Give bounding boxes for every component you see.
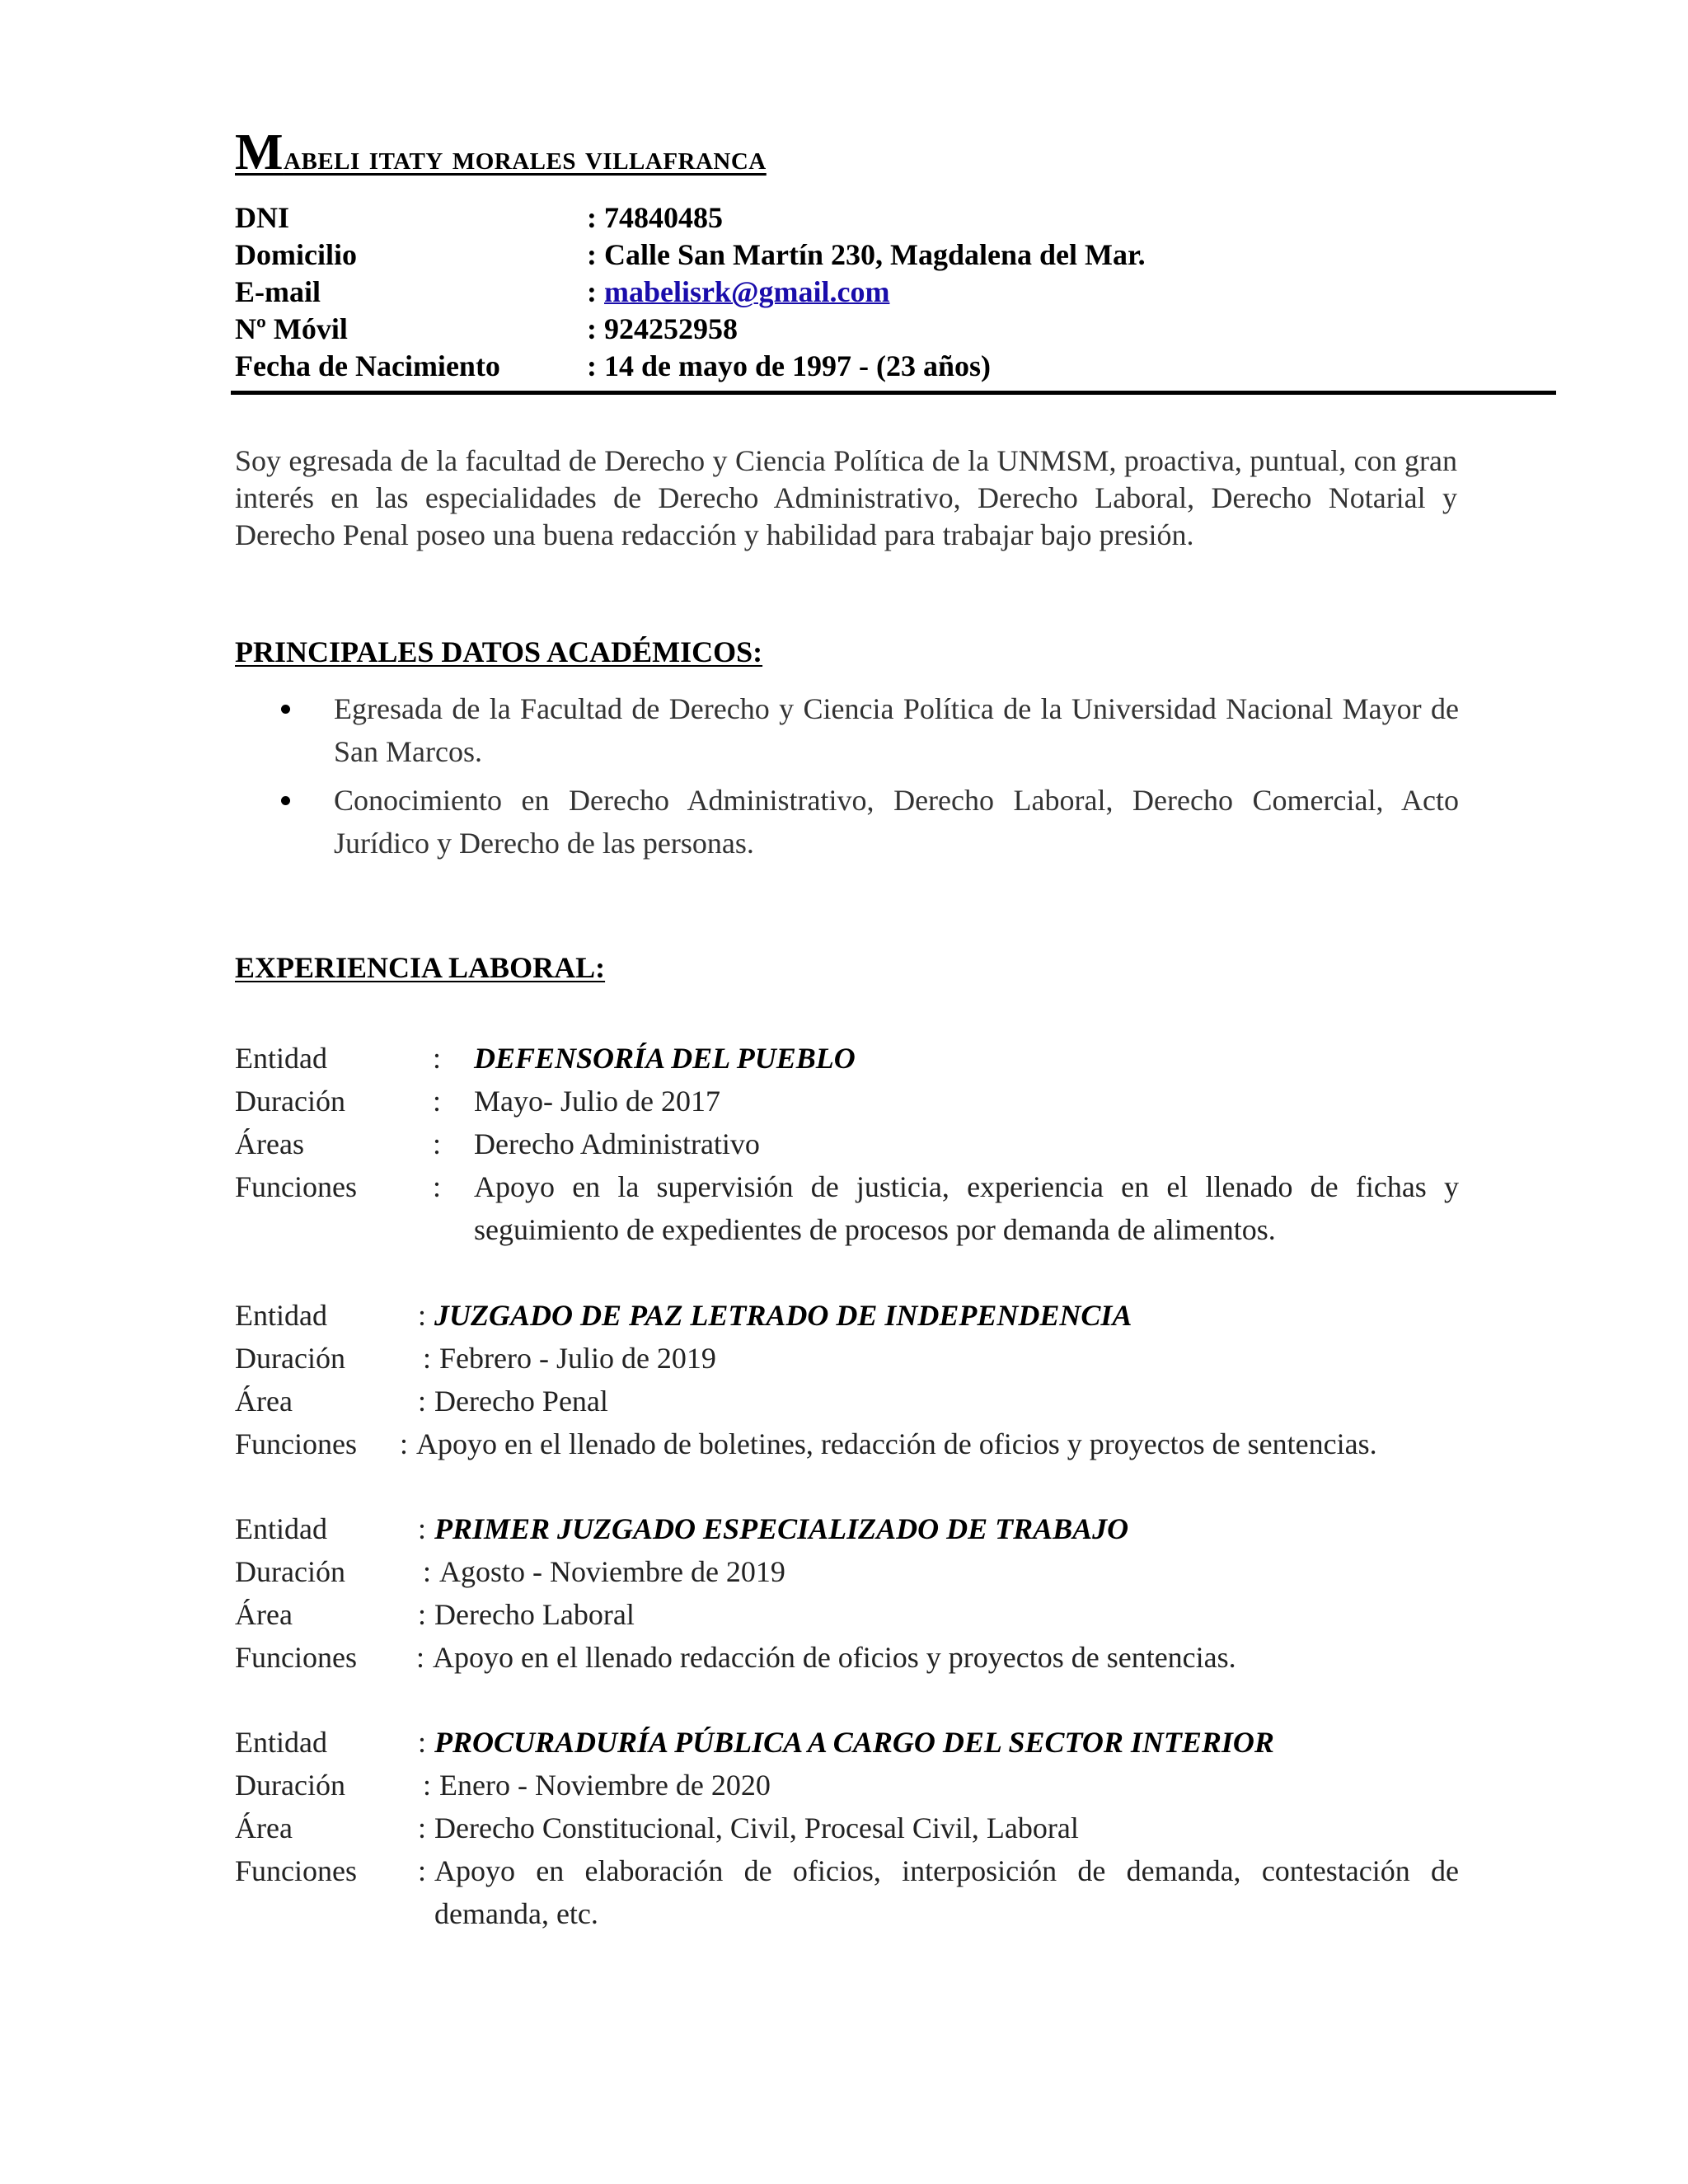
info-value: : mabelisrk@gmail.com xyxy=(587,275,890,308)
entity-row: Entidad : PRIMER JUZGADO ESPECIALIZADO DE TRABAJO xyxy=(235,1507,1459,1550)
area-row: Área : Derecho Penal xyxy=(235,1385,608,1418)
area-row: Área : Derecho Constitucional, Civil, Procesal Civil, Laboral xyxy=(235,1811,1079,1844)
list-item: Egresada de la Facultad de Derecho y Ciencia Política de la Universidad Nacional Mayor de San Marcos. xyxy=(235,687,1459,773)
entity-name: PRIMER JUZGADO ESPECIALIZADO DE TRABAJO xyxy=(434,1512,1129,1545)
info-value: : 14 de mayo de 1997 - (23 años) xyxy=(587,349,991,382)
entity-row: Entidad : JUZGADO DE PAZ LETRADO DE INDEPENDENCIA xyxy=(235,1294,1459,1337)
info-row-email xyxy=(235,274,1554,311)
functions-row: Funciones : Apoyo en el llenado de boletines, redacción de oficios y proyectos de sentencias. xyxy=(235,1427,1377,1460)
duration-row: Duración : Agosto - Noviembre de 2019 xyxy=(235,1555,785,1588)
list-item: Conocimiento en Derecho Administrativo, Derecho Laboral, Derecho Comercial, Acto Jurídico y Derecho de las personas. xyxy=(235,779,1459,865)
info-label: Fecha de Nacimiento xyxy=(235,349,500,382)
info-value: : Calle San Martín 230, Magdalena del Mar. xyxy=(587,238,1146,271)
profile-summary: Soy egresada de la facultad de Derecho y Ciencia Política de la UNMSM, proactiva, puntual, con gran interés en las especialidades de Derecho Administrativo, Derecho Laboral, Derecho Notarial y Derecho Penal poseo una buena redacción y habilidad para trabajar bajo presión. xyxy=(235,444,1457,551)
entity-name: JUZGADO DE PAZ LETRADO DE INDEPENDENCIA xyxy=(434,1299,1132,1332)
duration-row: Duración : Mayo- Julio de 2017 xyxy=(235,1085,720,1118)
applicant-name: Mabeli itaty morales villafranca xyxy=(235,124,767,180)
functions-row: Funciones : Apoyo en la supervisión de justicia, experiencia en el llenado de fichas y seguimiento de expedientes de procesos por demanda de alimentos. xyxy=(235,1170,1459,1246)
info-row-dni xyxy=(235,199,1554,237)
duration-row: Duración : Febrero - Julio de 2019 xyxy=(235,1342,716,1375)
info-label: Domicilio xyxy=(235,238,357,271)
functions-row: Funciones : Apoyo en elaboración de oficios, interposición de demanda, contestación de demanda, etc. xyxy=(235,1854,1459,1930)
entity-name: DEFENSORÍA DEL PUEBLO xyxy=(474,1042,856,1075)
info-label: DNI xyxy=(235,201,290,234)
info-value: : 924252958 xyxy=(587,312,738,345)
area-row: Áreas : Derecho Administrativo xyxy=(235,1127,760,1160)
bullet-icon xyxy=(281,796,290,805)
info-row-birthdate xyxy=(235,348,1554,385)
info-label: Nº Móvil xyxy=(235,312,348,345)
entity-row: Entidad : DEFENSORÍA DEL PUEBLO xyxy=(235,1037,1459,1080)
bullet-icon xyxy=(281,705,290,714)
entity-name: PROCURADURÍA PÚBLICA A CARGO DEL SECTOR INTERIOR xyxy=(434,1726,1274,1759)
info-row-address xyxy=(235,237,1554,274)
personal-info xyxy=(235,199,1554,385)
experience-section-title: EXPERIENCIA LABORAL: xyxy=(235,951,606,984)
experience-entry xyxy=(235,1294,1459,1465)
area-row: Área : Derecho Laboral xyxy=(235,1598,635,1631)
academic-section-title: PRINCIPALES DATOS ACADÉMICOS: xyxy=(235,635,763,668)
info-row-phone xyxy=(235,311,1554,348)
info-value: : 74840485 xyxy=(587,201,723,234)
info-label: E-mail xyxy=(235,275,321,308)
academic-list xyxy=(235,687,1459,870)
experience-entry xyxy=(235,1037,1459,1251)
entity-row: Entidad : PROCURADURÍA PÚBLICA A CARGO DEL SECTOR INTERIOR xyxy=(235,1721,1459,1764)
experience-entry xyxy=(235,1507,1459,1679)
functions-row: Funciones : Apoyo en el llenado redacción de oficios y proyectos de sentencias. xyxy=(235,1641,1236,1674)
email-link[interactable]: mabelisrk@gmail.com xyxy=(604,275,890,308)
experience-entry xyxy=(235,1721,1459,1935)
duration-row: Duración : Enero - Noviembre de 2020 xyxy=(235,1769,771,1802)
header-divider xyxy=(231,391,1556,395)
